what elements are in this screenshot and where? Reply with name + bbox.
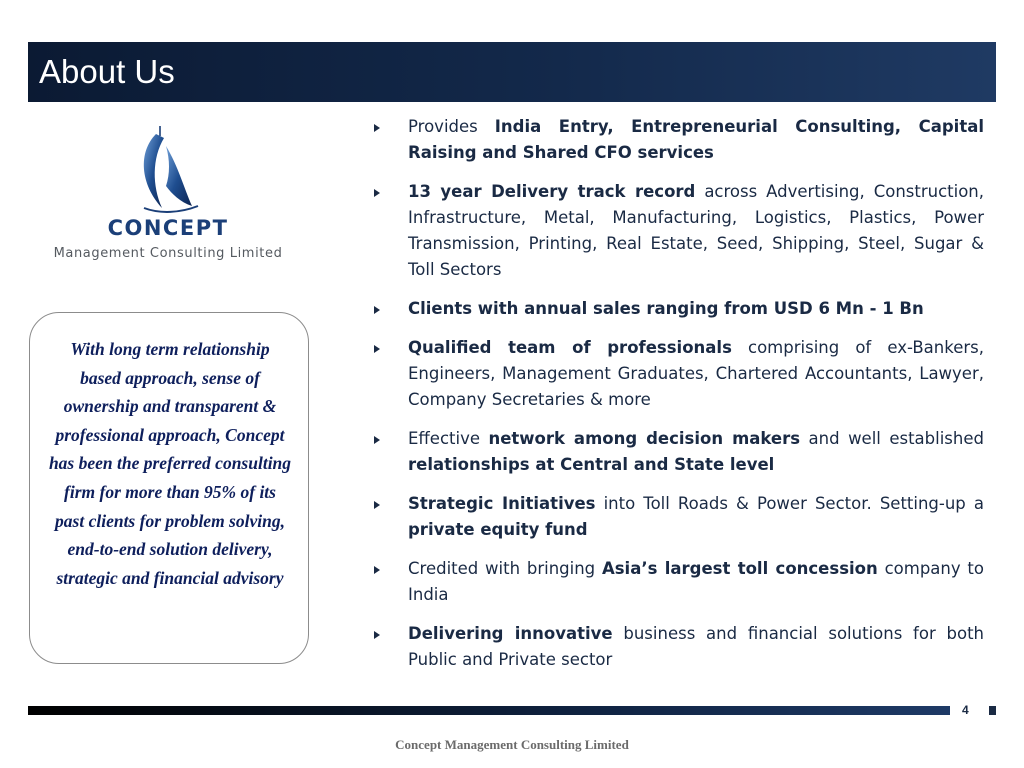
quote-box xyxy=(29,312,309,664)
footer-end-mark xyxy=(989,706,996,715)
sailboat-icon xyxy=(52,122,284,214)
quote-text: With long term relationship based approach, sense of ownership and transparent & professional approach, Concept has been the preferred consulting firm for more than 95% of its past clients for problem solving, end-to-end solution delivery, strategic and financial advisory xyxy=(48,339,292,588)
bullet-bold-text: Clients with annual sales ranging from USD 6 Mn - 1 Bn xyxy=(408,299,924,318)
bullet-bold-text: Strategic Initiatives xyxy=(408,494,596,513)
bullet-item xyxy=(370,296,984,322)
footer-company-name: Concept Management Consulting Limited xyxy=(395,737,629,752)
bullet-text: Provides xyxy=(408,117,495,136)
bullet-item xyxy=(370,114,984,166)
logo-subtitle: Management Consulting Limited xyxy=(53,246,283,261)
footer-bar xyxy=(28,706,950,715)
logo-wordmark: CONCEPT xyxy=(107,216,229,240)
bullet-text: and well established xyxy=(800,429,984,448)
bullet-text: business and financial solutions for both Public and Private sector xyxy=(408,624,984,669)
slide-title: About Us xyxy=(39,53,175,90)
bullet-bold-text: Delivering innovative xyxy=(408,624,613,643)
bullet-text: company to India xyxy=(408,559,984,604)
bullet-bold-text: 13 year Delivery track record xyxy=(408,182,696,201)
page-number: 4 xyxy=(962,703,969,717)
bullet-item xyxy=(370,179,984,283)
bullet-bold-text: network among decision makers xyxy=(488,429,801,448)
bullet-item xyxy=(370,556,984,608)
triangle-bullet-icon xyxy=(374,436,380,444)
triangle-bullet-icon xyxy=(374,189,380,197)
bullet-item xyxy=(370,621,984,673)
bullet-text: into Toll Roads & Power Sector. Setting-up a xyxy=(595,494,984,513)
bullet-bold-text: Asia’s largest toll concession xyxy=(601,559,878,578)
bullet-item xyxy=(370,426,984,478)
bullet-bold-text: India Entry, Entrepreneurial Consulting, Capital Raising and Shared CFO services xyxy=(408,117,984,162)
bullet-item xyxy=(370,335,984,413)
triangle-bullet-icon xyxy=(374,566,380,574)
title-bar xyxy=(28,42,996,102)
bullet-bold-text: private equity fund xyxy=(408,520,588,539)
bullet-bold-text: Qualified team of professionals xyxy=(408,338,732,357)
bullet-list xyxy=(370,114,984,686)
bullet-text: across Advertising, Construction, Infrastructure, Metal, Manufacturing, Logistics, Plastics, Power Transmission, Printing, Real Estate, Seed, Shipping, Steel, Sugar & Toll Sectors xyxy=(408,182,985,279)
triangle-bullet-icon xyxy=(374,501,380,509)
triangle-bullet-icon xyxy=(374,124,380,132)
triangle-bullet-icon xyxy=(374,345,380,353)
triangle-bullet-icon xyxy=(374,306,380,314)
bullet-text: Effective xyxy=(408,429,489,448)
bullet-text: comprising of ex-Bankers, Engineers, Management Graduates, Chartered Accountants, Lawyer, Company Secretaries & more xyxy=(408,338,984,409)
company-logo xyxy=(52,122,284,270)
bullet-bold-text: relationships at Central and State level xyxy=(408,455,775,474)
triangle-bullet-icon xyxy=(374,631,380,639)
bullet-text: Credited with bringing xyxy=(408,559,602,578)
bullet-item xyxy=(370,491,984,543)
